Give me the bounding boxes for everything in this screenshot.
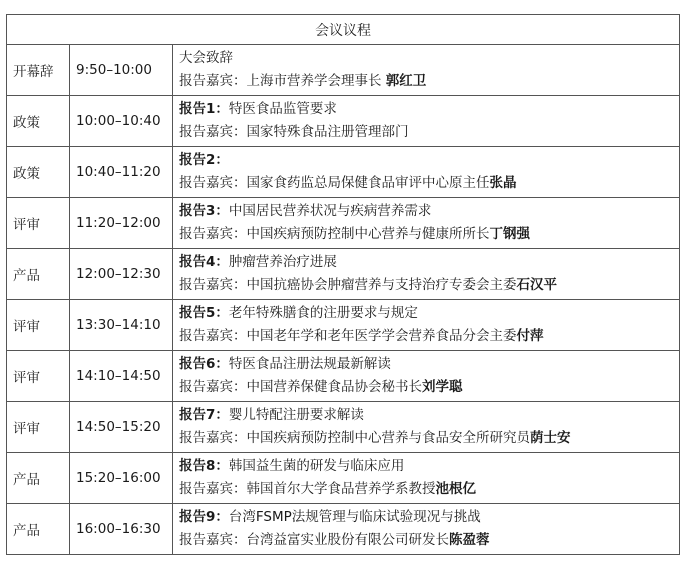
speaker-name: 刘学聪	[422, 379, 463, 395]
talk-line	[179, 302, 673, 325]
session-category: 开幕辞	[7, 45, 70, 96]
talk-line	[179, 200, 673, 223]
talk-line	[179, 251, 673, 274]
talk-line	[179, 98, 673, 121]
speaker-label: 报告嘉宾：	[179, 226, 247, 242]
table-row	[7, 45, 680, 96]
table-row	[7, 351, 680, 402]
talk-title: 婴儿特配注册要求解读	[228, 407, 364, 423]
speaker-label: 报告嘉宾：	[179, 532, 247, 548]
talk-line	[179, 455, 673, 478]
session-category: 产品	[7, 453, 70, 504]
agenda-body	[7, 45, 680, 555]
speaker-name: 陈盈蓉	[449, 532, 490, 548]
talk-line	[179, 149, 673, 172]
session-category: 评审	[7, 402, 70, 453]
table-row	[7, 504, 680, 555]
talk-line	[179, 506, 673, 529]
speaker-org: 中国疾病预防控制中心营养与食品安全所研究员	[246, 430, 530, 446]
speaker-label: 报告嘉宾：	[179, 430, 247, 446]
speaker-line	[179, 223, 673, 246]
session-content	[173, 249, 680, 300]
speaker-name: 丁钢强	[489, 226, 530, 242]
talk-label: 报告8：	[179, 458, 229, 474]
talk-label: 报告3：	[179, 203, 229, 219]
session-time: 15:20–16:00	[70, 453, 173, 504]
table-row	[7, 198, 680, 249]
speaker-line	[179, 529, 673, 552]
speaker-label: 报告嘉宾：	[179, 379, 247, 395]
session-time: 16:00–16:30	[70, 504, 173, 555]
session-content	[173, 198, 680, 249]
session-content	[173, 504, 680, 555]
speaker-line	[179, 478, 673, 501]
session-time: 14:10–14:50	[70, 351, 173, 402]
session-content	[173, 147, 680, 198]
talk-label: 报告1：	[179, 101, 229, 117]
talk-title: 老年特殊膳食的注册要求与规定	[228, 305, 418, 321]
talk-title: 特医食品注册法规最新解读	[228, 356, 391, 372]
table-row	[7, 96, 680, 147]
talk-line	[179, 404, 673, 427]
speaker-line	[179, 121, 673, 144]
speaker-org: 国家特殊食品注册管理部门	[246, 124, 409, 140]
session-content	[173, 45, 680, 96]
talk-label: 报告5：	[179, 305, 229, 321]
speaker-name: 张晶	[489, 175, 517, 191]
speaker-line	[179, 70, 673, 93]
speaker-org: 中国营养保健食品协会秘书长	[246, 379, 422, 395]
session-category: 评审	[7, 198, 70, 249]
session-category: 评审	[7, 300, 70, 351]
session-category: 评审	[7, 351, 70, 402]
session-category: 产品	[7, 249, 70, 300]
speaker-name: 池根亿	[435, 481, 476, 497]
session-time: 14:50–15:20	[70, 402, 173, 453]
table-row	[7, 147, 680, 198]
table-row	[7, 453, 680, 504]
speaker-label: 报告嘉宾：	[179, 73, 247, 89]
session-category: 产品	[7, 504, 70, 555]
talk-label: 报告2：	[179, 152, 229, 168]
session-content	[173, 453, 680, 504]
table-row	[7, 249, 680, 300]
talk-label: 报告4：	[179, 254, 229, 270]
session-content	[173, 300, 680, 351]
speaker-line	[179, 325, 673, 348]
session-time: 11:20–12:00	[70, 198, 173, 249]
speaker-name: 石汉平	[516, 277, 557, 293]
session-time: 10:00–10:40	[70, 96, 173, 147]
speaker-label: 报告嘉宾：	[179, 124, 247, 140]
talk-title: 台湾FSMP法规管理与临床试验现况与挑战	[228, 509, 481, 525]
speaker-label: 报告嘉宾：	[179, 328, 247, 344]
talk-label: 报告7：	[179, 407, 229, 423]
speaker-org: 国家食药监总局保健食品审评中心原主任	[246, 175, 490, 191]
talk-line	[179, 47, 673, 70]
table-title: 会议议程	[7, 15, 680, 45]
talk-title: 中国居民营养状况与疾病营养需求	[228, 203, 432, 219]
speaker-org: 中国抗癌协会肿瘤营养与支持治疗专委会主委	[246, 277, 517, 293]
session-content	[173, 402, 680, 453]
session-content	[173, 96, 680, 147]
session-time: 13:30–14:10	[70, 300, 173, 351]
speaker-line	[179, 376, 673, 399]
speaker-org: 中国疾病预防控制中心营养与健康所所长	[246, 226, 490, 242]
speaker-label: 报告嘉宾：	[179, 481, 247, 497]
speaker-line	[179, 274, 673, 297]
session-category: 政策	[7, 96, 70, 147]
speaker-name: 郭红卫	[385, 73, 427, 89]
talk-title: 肿瘤营养治疗进展	[228, 254, 337, 270]
header-row	[7, 15, 680, 45]
speaker-org: 中国老年学和老年医学学会营养食品分会主委	[246, 328, 517, 344]
session-time: 10:40–11:20	[70, 147, 173, 198]
talk-label: 报告9：	[179, 509, 229, 525]
speaker-label: 报告嘉宾：	[179, 175, 247, 191]
session-time: 12:00–12:30	[70, 249, 173, 300]
talk-label: 报告6：	[179, 356, 229, 372]
speaker-name: 荫士安	[530, 430, 571, 446]
talk-title: 特医食品监管要求	[228, 101, 337, 117]
speaker-org: 韩国首尔大学食品营养学系教授	[246, 481, 436, 497]
session-category: 政策	[7, 147, 70, 198]
agenda-table	[6, 14, 680, 555]
table-row	[7, 300, 680, 351]
talk-title: 大会致辞	[179, 50, 233, 66]
session-content	[173, 351, 680, 402]
speaker-org: 台湾益富实业股份有限公司研发长	[246, 532, 449, 548]
talk-line	[179, 353, 673, 376]
table-row	[7, 402, 680, 453]
talk-title: 韩国益生菌的研发与临床应用	[228, 458, 405, 474]
speaker-name: 付萍	[516, 328, 544, 344]
speaker-line	[179, 172, 673, 195]
session-time: 9:50–10:00	[70, 45, 173, 96]
speaker-line	[179, 427, 673, 450]
speaker-org: 上海市营养学会理事长	[246, 73, 382, 89]
speaker-label: 报告嘉宾：	[179, 277, 247, 293]
